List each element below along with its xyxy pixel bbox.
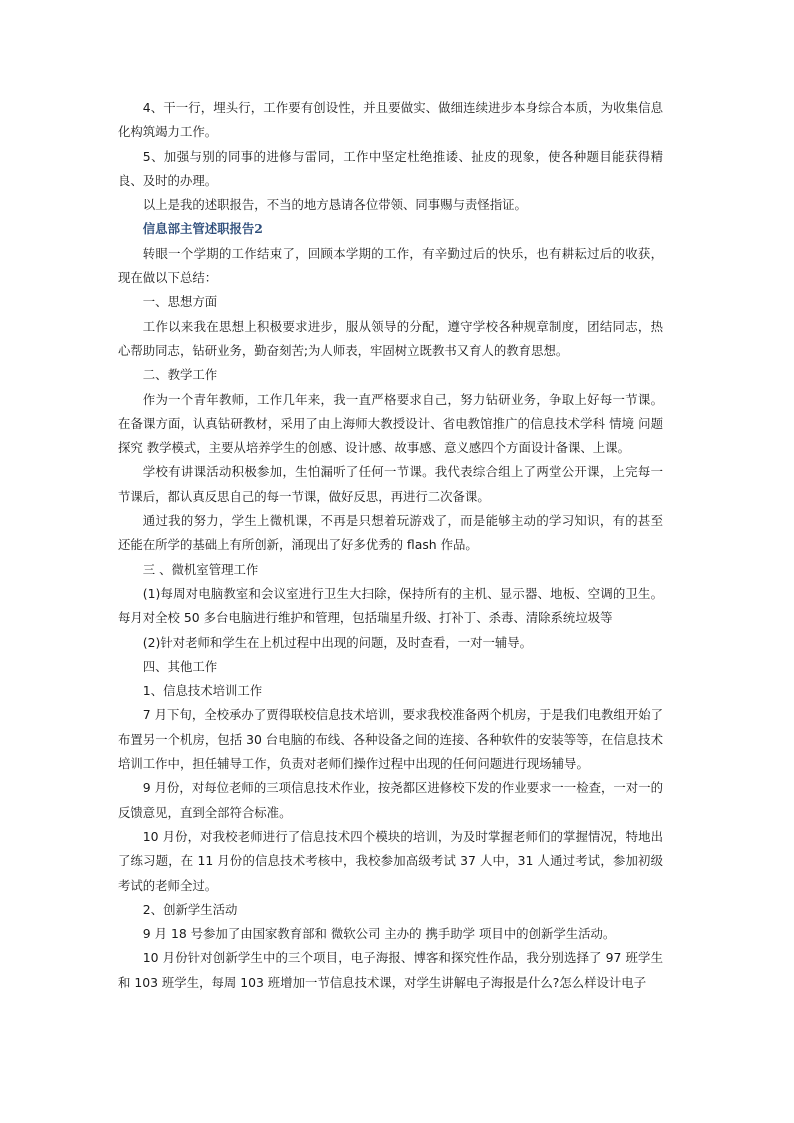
paragraph-1: 4、干一行，埋头行，工作要有创设性，并且要做实、做细连续进步本身综合本质，为收集信息化构筑竭力工作。 (118, 100, 663, 140)
paragraph-lab-1: (1)每周对电脑教室和会议室进行卫生大扫除，保持所有的主机、显示器、地板、空调的卫生。每月对全校 50 多台电脑进行维护和管理，包括瑞星升级、打补丁、杀毒、清除系统垃圾等 (118, 585, 663, 626)
paragraph-innovation-1: 9 月 18 号参加了由国家教育部和 微软公司 主办的 携手助学 项目中的创新学生活动。 (142, 926, 616, 942)
subheading-teaching: 二、教学工作 (142, 367, 218, 383)
paragraph-innovation-2: 10 月份针对创新学生中的三个项目，电子海报、博客和探究性作品，我分别选择了 97 班学生和 103 班学生，每周 103 班增加一节信息技术课，对学生讲解电子海报是什么?怎么样设计电子 (118, 950, 663, 990)
paragraph-2: 5、加强与别的同事的进修与雷同，工作中坚定杜绝推诿、扯皮的现象，使各种题目能获得精良、及时的办理。 (118, 148, 663, 188)
paragraph-teaching-1: 作为一个青年教师，工作几年来，我一直严格要求自己，努力钻研业务，争取上好每一节课。在备课方面，认真钻研教材，采用了由上海师大教授设计、省电教馆推广的信息技术学科 情境 问题 探究 教学模式，主要从培养学生的创感、设计感、故事感、意义感四个方面设计备课、上课。 (118, 391, 663, 456)
subheading-thought: 一、思想方面 (142, 294, 218, 310)
subheading-training: 1、信息技术培训工作 (142, 683, 263, 699)
paragraph-teaching-3: 通过我的努力，学生上微机课，不再是只想着玩游戏了，而是能够主动的学习知识，有的甚至还能在所学的基础上有所创新，涌现出了好多优秀的 flash 作品。 (118, 513, 663, 553)
paragraph-teaching-2: 学校有讲课活动积极参加，生怕漏听了任何一节课。我代表综合组上了两堂公开课，上完每一节课后，都认真反思自己的每一节课，做好反思，再进行二次备课。 (118, 464, 663, 504)
paragraph-intro: 转眼一个学期的工作结束了，回顾本学期的工作，有辛勤过后的快乐，也有耕耘过后的收获，现在做以下总结： (118, 245, 663, 286)
document-body (118, 96, 663, 995)
paragraph-thought: 工作以来我在思想上积极要求进步，服从领导的分配，遵守学校各种规章制度，团结同志，热心帮助同志，钻研业务，勤奋刻苦;为人师表，牢固树立既教书又育人的教育思想。 (118, 318, 663, 358)
paragraph-training-3: 10 月份，对我校老师进行了信息技术四个模块的培训，为及时掌握老师们的掌握情况，特地出了练习题，在 11 月份的信息技术考核中，我校参加高级考试 37 人中，31 人通过考试，参加初级考试的老师全过。 (118, 828, 663, 893)
subheading-lab: 三 、微机室管理工作 (142, 561, 259, 577)
subheading-other: 四、其他工作 (142, 658, 218, 674)
section-heading: 信息部主管述职报告2 (142, 221, 263, 237)
paragraph-training-1: 7 月下旬，全校承办了贾得联校信息技术培训，要求我校准备两个机房，于是我们电教组开始了布置另一个机房，包括 30 台电脑的布线、各种设备之间的连接、各种软件的安装等等，在信息技术培训工作中，担任辅导工作，负责对老师们操作过程中出现的任何问题进行现场辅导。 (118, 707, 663, 772)
paragraph-training-2: 9 月份，对每位老师的三项信息技术作业，按尧都区进修校下发的作业要求一一检查，一对一的反馈意见，直到全部符合标准。 (118, 780, 663, 820)
paragraph-lab-2: (2)针对老师和学生在上机过程中出现的问题，及时查看，一对一辅导。 (142, 634, 533, 650)
paragraph-3: 以上是我的述职报告，不当的地方恳请各位带领、同事赐与责怪指证。 (142, 197, 527, 213)
subheading-innovation: 2、创新学生活动 (142, 901, 238, 917)
